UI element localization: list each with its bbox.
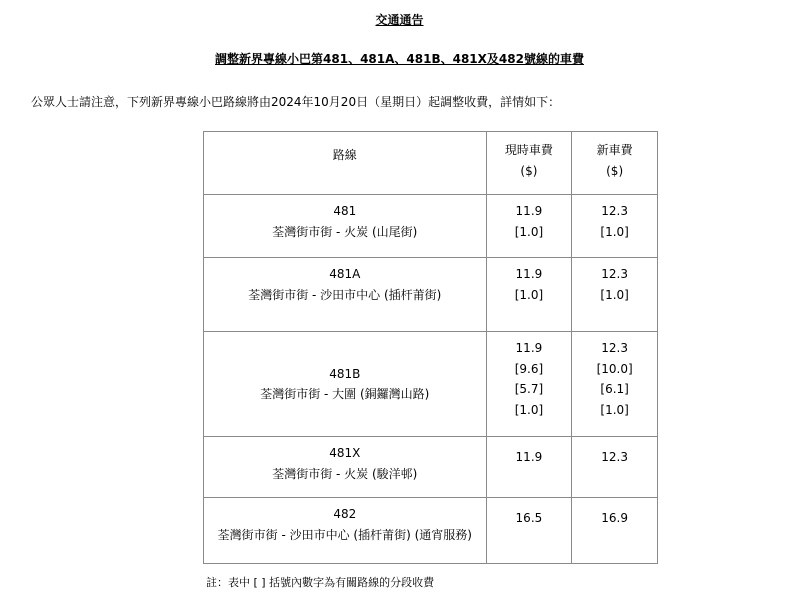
fare-value: 11.9 (515, 341, 543, 355)
new-fare-header (572, 132, 658, 195)
route-header (204, 132, 487, 195)
fare-value: 11.9 (515, 267, 543, 281)
fare-value: 12.3 (601, 267, 628, 281)
fare-value: [1.0] (514, 287, 544, 302)
table-row (204, 195, 658, 258)
fare-value: 12.3 (601, 450, 628, 464)
fare-value: 11.9 (515, 450, 543, 464)
table-row (204, 498, 658, 564)
footnote: 註：表中 [ ] 括號內數字為有關路線的分段收費 (206, 576, 435, 589)
new-fare-cell (572, 498, 658, 564)
fare-value: [10.0] (596, 361, 633, 376)
fare-value: [5.7] (514, 382, 544, 396)
fare-value: [1.0] (514, 402, 544, 417)
route-cell (204, 195, 487, 258)
fare-table (203, 131, 658, 564)
current-fare-header (486, 132, 572, 195)
new-fare-cell (572, 332, 658, 437)
new-fare-header-label: 新車費 (596, 143, 633, 157)
current-fare-cell (486, 258, 572, 332)
current-fare-cell (486, 498, 572, 564)
fare-value: [9.6] (514, 361, 544, 376)
fare-value: [1.0] (600, 402, 629, 417)
route-number: 481A (329, 267, 361, 281)
route-description: 荃灣街市街 - 沙田市中心 (插杆莆街) (通宵服務) (217, 527, 472, 542)
new-fare-cell (572, 437, 658, 498)
route-description: 荃灣街市街 - 大圍 (銅鑼灣山路) (260, 387, 430, 401)
route-cell (204, 437, 487, 498)
new-fare-cell (572, 195, 658, 258)
fare-value: [1.0] (600, 287, 629, 302)
current-fare-header-label: 現時車費 (504, 143, 553, 157)
fare-value: 12.3 (601, 204, 628, 218)
current-fare-cell (486, 437, 572, 498)
fare-value: 11.9 (515, 204, 543, 218)
fare-value: [1.0] (600, 224, 629, 239)
route-description: 荃灣街市街 - 沙田市中心 (插杆莆街) (248, 287, 442, 302)
table-row (204, 332, 658, 437)
route-number: 481B (329, 366, 361, 381)
notice-intro: 公眾人士請注意，下列新界專線小巴路線將由2024年10月20日（星期日）起調整收費，詳情如下： (31, 95, 561, 109)
route-description: 荃灣街市街 - 火炭 (駿洋邨) (272, 466, 418, 481)
fare-value: 16.9 (601, 511, 628, 525)
route-cell (204, 498, 487, 564)
fare-value: 12.3 (601, 341, 628, 355)
current-fare-cell (486, 195, 572, 258)
table-row (204, 437, 658, 498)
fare-value: 16.5 (515, 511, 543, 525)
current-fare-cell (486, 332, 572, 437)
fare-table-header-row (204, 132, 658, 195)
route-cell (204, 258, 487, 332)
route-header-label: 路線 (332, 148, 357, 162)
new-fare-header-unit: ($) (606, 163, 624, 178)
table-row (204, 258, 658, 332)
route-number: 482 (333, 507, 357, 521)
route-number: 481X (329, 446, 361, 460)
notice-title: 交通通告 (375, 13, 424, 27)
notice-subtitle: 調整新界專線小巴第481、481A、481B、481X及482號線的車費 (215, 52, 584, 66)
route-number: 481 (333, 204, 357, 218)
current-fare-header-unit: ($) (520, 163, 538, 178)
route-cell (204, 332, 487, 437)
fare-value: [6.1] (600, 382, 629, 396)
route-description: 荃灣街市街 - 火炭 (山尾街) (272, 224, 418, 239)
new-fare-cell (572, 258, 658, 332)
fare-value: [1.0] (514, 224, 544, 239)
